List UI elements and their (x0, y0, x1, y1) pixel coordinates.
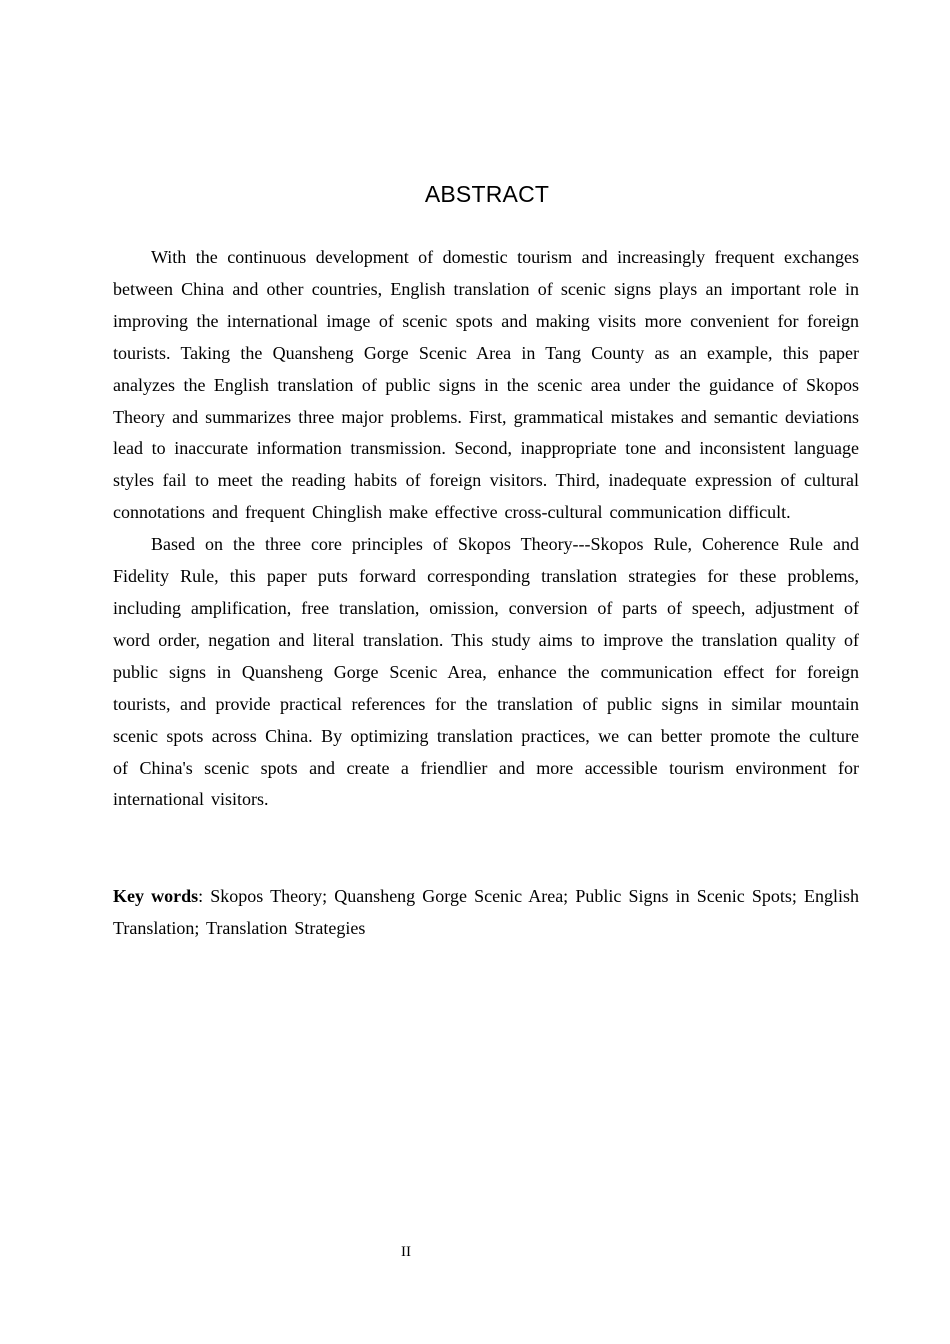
page-number: II (401, 1244, 411, 1260)
abstract-title: ABSTRACT (424, 181, 550, 207)
keywords-line (113, 880, 859, 944)
keywords-label: Key words (113, 886, 199, 906)
abstract-paragraph-2: Based on the three core principles of Skopos Theory---Skopos Rule, Coherence Rule and Fidelity Rule, this paper puts forward corresponding translation strategies for these problems, including amplification, free translation, omission, conversion of parts of speech, adjustment of word order, negation and literal translation. This study aims to improve the translation quality of public signs in Quansheng Gorge Scenic Area, enhance the communication effect for foreign tourists, and provide practical references for the translation of public signs in similar mountain scenic spots across China. By optimizing translation practices, we can better promote the culture of China's scenic spots and create a friendlier and more accessible tourism environment for international visitors. (113, 534, 859, 810)
keywords-text: Skopos Theory; Quansheng Gorge Scenic Area; Public Signs in Scenic Spots; English Translation; Translation Strategies (113, 886, 859, 938)
abstract-body (113, 242, 859, 816)
abstract-paragraph-1: With the continuous development of domestic tourism and increasingly frequent exchanges between China and other countries, English translation of scenic signs plays an important role in improving the international image of scenic spots and making visits more convenient for foreign tourists. Taking the Quansheng Gorge Scenic Area in Tang County as an example, this paper analyzes the English translation of public signs in the scenic area under the guidance of Skopos Theory and summarizes three major problems. First, grammatical mistakes and semantic deviations lead to inaccurate information transmission. Second, inappropriate tone and inconsistent language styles fail to meet the reading habits of foreign visitors. Third, inadequate expression of cultural connotations and frequent Chinglish make effective cross-cultural communication difficult. (113, 247, 859, 523)
keywords-separator: : (198, 886, 211, 906)
